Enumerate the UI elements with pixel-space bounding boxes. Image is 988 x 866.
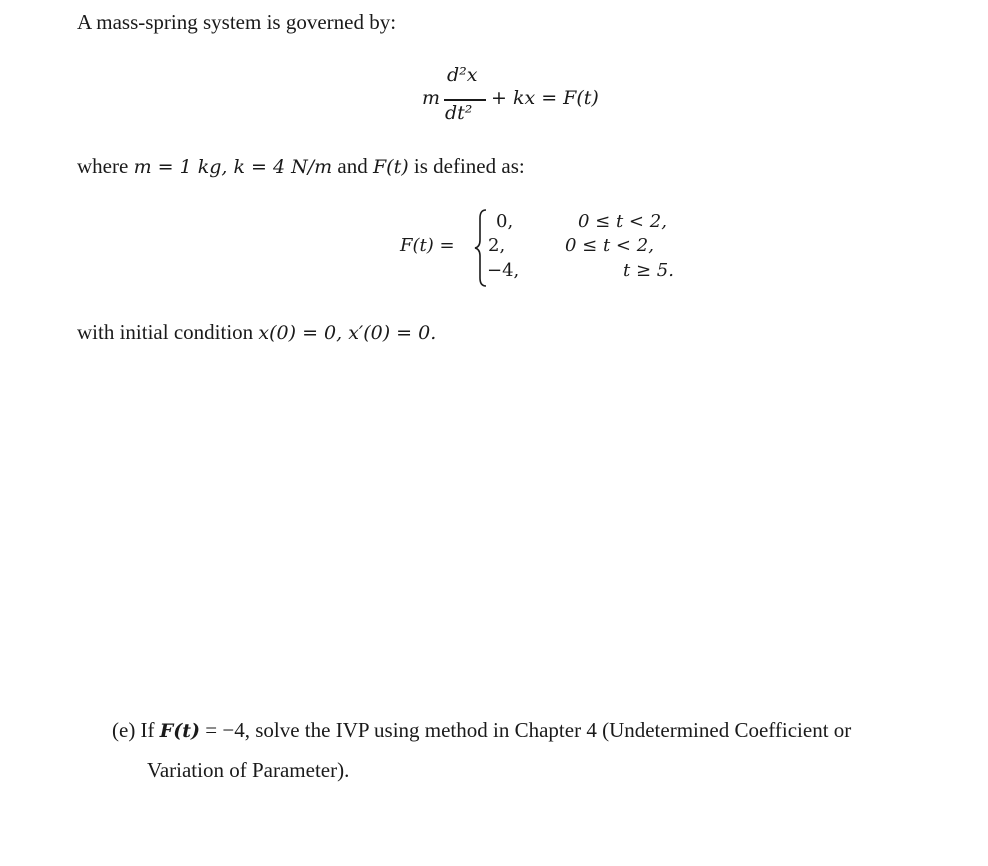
question-text: = −4, solve the IVP using method in Chapter 4 (Undetermined Coefficient or <box>200 718 852 742</box>
case-value-1: 0, <box>496 211 514 232</box>
case-condition-2: 0 ≤ t < 2, <box>565 235 654 256</box>
left-brace-icon <box>474 208 488 288</box>
forcing-function: F(t) <box>372 156 409 178</box>
parameter-values: m = 1 kg, k = 4 N/m <box>133 156 333 178</box>
question-line-1 <box>112 718 851 743</box>
piecewise-lhs: F(t) = <box>400 235 455 256</box>
defined-as-text: is defined as: <box>408 154 525 178</box>
case-value-3: −4, <box>487 260 520 281</box>
question-label: (e) If <box>112 718 160 742</box>
case-value-2: 2, <box>488 235 506 256</box>
equation-fraction-bar <box>444 99 486 101</box>
question-forcing-function: F(t) <box>159 720 201 742</box>
initial-condition-text: with initial condition <box>77 320 259 344</box>
equation-numerator: d²x <box>447 64 478 86</box>
question-line-2: Variation of Parameter). <box>147 758 350 782</box>
case-condition-3: t ≥ 5. <box>623 260 674 281</box>
initial-condition-expr: x(0) = 0, x′(0) = 0. <box>258 322 437 344</box>
equation-mass-coefficient: m <box>422 87 441 109</box>
and-text: and <box>332 154 373 178</box>
where-text: where <box>77 154 134 178</box>
equation-denominator: dt² <box>445 102 473 124</box>
initial-condition-line <box>77 320 436 345</box>
case-condition-1: 0 ≤ t < 2, <box>578 211 667 232</box>
where-line <box>77 154 525 179</box>
equation-rhs: + kx = F(t) <box>491 87 599 109</box>
intro-text: A mass-spring system is governed by: <box>77 10 397 34</box>
